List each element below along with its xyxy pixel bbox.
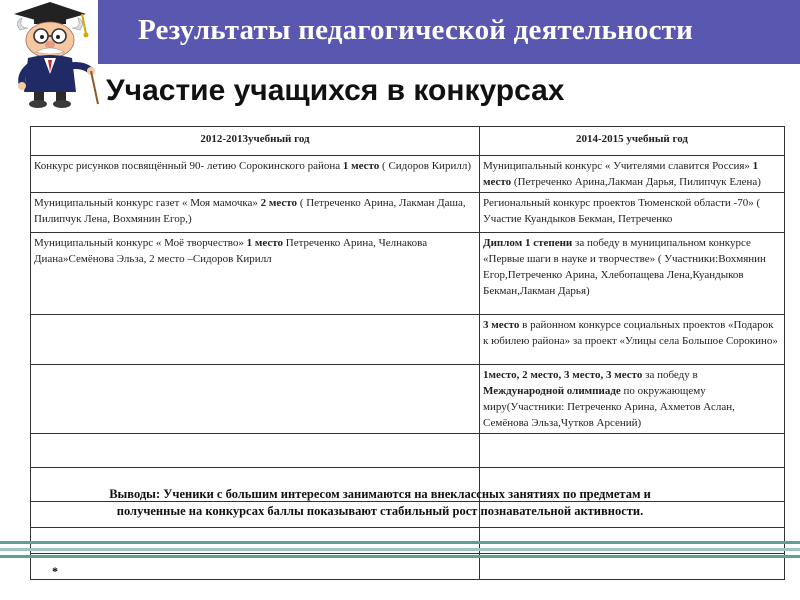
- table-row: [31, 434, 785, 468]
- section-subtitle: Участие учащихся в конкурсах: [106, 74, 565, 107]
- cell-text: Муниципальный конкурс « Моё творчество»: [34, 237, 247, 249]
- cell-text: ( Сидоров Кирилл): [379, 160, 471, 172]
- cell-2012-2013: [31, 193, 480, 233]
- cell-2014-2015: [480, 193, 785, 233]
- cell-text: Конкурс рисунков посвящённый 90- летию Сорокинского района: [34, 160, 343, 172]
- cell-text: по окружающему миру(Участники: Петреченко Арина, Ахметов Аслан, Семёнова Эльза,Чутков Арсений): [483, 385, 735, 429]
- cell-text-bold: 1 место: [342, 160, 380, 172]
- cell-text-bold: Диплом 1 степени: [483, 237, 573, 249]
- decorative-stripe-mid: [0, 548, 800, 551]
- cell-2014-2015: [480, 315, 785, 365]
- cell-2014-2015: [480, 233, 785, 315]
- table-row: [31, 156, 785, 193]
- table-row: [31, 365, 785, 434]
- table-header-row: [31, 127, 785, 156]
- cell-text-bold: 1 место: [483, 160, 759, 188]
- cell-2014-2015: [480, 434, 785, 468]
- page-title: Результаты педагогической деятельности: [138, 14, 694, 46]
- professor-mascot-icon: [0, 0, 100, 110]
- cell-2012-2013: [31, 315, 480, 365]
- cell-text: Региональный конкурс проектов Тюменской области -70» ( Участие Куандыков Бекман, Петреченко: [483, 197, 761, 225]
- decorative-stripe-top: [0, 541, 800, 544]
- cell-2012-2013: [31, 434, 480, 468]
- cell-text: Муниципальный конкурс « Учителями славится Россия»: [483, 160, 753, 172]
- cell-text: (Петреченко Арина,Лакман Дарья, Пилипчук Елена): [511, 176, 761, 188]
- cell-2012-2013: [31, 365, 480, 434]
- cell-2012-2013: [31, 156, 480, 193]
- cell-2012-2013: [31, 233, 480, 315]
- column-header-2012-2013: 2012-2013учебный год: [31, 127, 480, 156]
- cell-text: Муниципальный конкурс газет « Моя мамочка»: [34, 197, 261, 209]
- cell-text-bold: 1место, 2 место, 3 место, 3 место: [483, 369, 643, 381]
- footnote-mark: *: [52, 564, 58, 578]
- cell-2014-2015: [480, 365, 785, 434]
- cell-text: Петреченко Арина, Челнакова Диана»Семёнова Эльза, 2 место –Сидоров Кирилл: [34, 237, 428, 265]
- table-row: [31, 193, 785, 233]
- decorative-stripe-bottom: [0, 555, 800, 558]
- cell-text: за победу в: [642, 369, 698, 381]
- column-header-2014-2015: 2014-2015 учебный год: [480, 127, 785, 156]
- conclusion-text: Выводы: Ученики с большим интересом занимаются на внеклассных занятиях по предметам и полученные на конкурсах баллы показывают стабильный рост познавательной активности.: [109, 487, 651, 518]
- cell-text-bold: 1 место: [246, 237, 284, 249]
- table-row: [31, 233, 785, 315]
- header-bar: [98, 0, 800, 64]
- cell-text-bold: 2 место: [260, 197, 298, 209]
- cell-text-bold: 3 место: [483, 319, 520, 331]
- cell-text: в районном конкурсе социальных проектов «Подарок к юбилею района» за проект «Улицы села Большое Сорокино»: [483, 319, 778, 347]
- cell-text: за победу в муниципальном конкурсе «Первые шаги в науке и творчестве» ( Участники:Вохмянин Егор,Петреченко Арина, Хлебопащева Лена,Куандыков Бекман,Лакман Дарья): [483, 237, 766, 297]
- table-row: [31, 315, 785, 365]
- cell-2014-2015: [480, 156, 785, 193]
- cell-text-bold: Международной олимпиаде: [483, 385, 621, 397]
- cell-text: ( Петреченко Арина, Лакман Даша, Пилипчук Лена, Вохмянин Егор,): [34, 197, 466, 225]
